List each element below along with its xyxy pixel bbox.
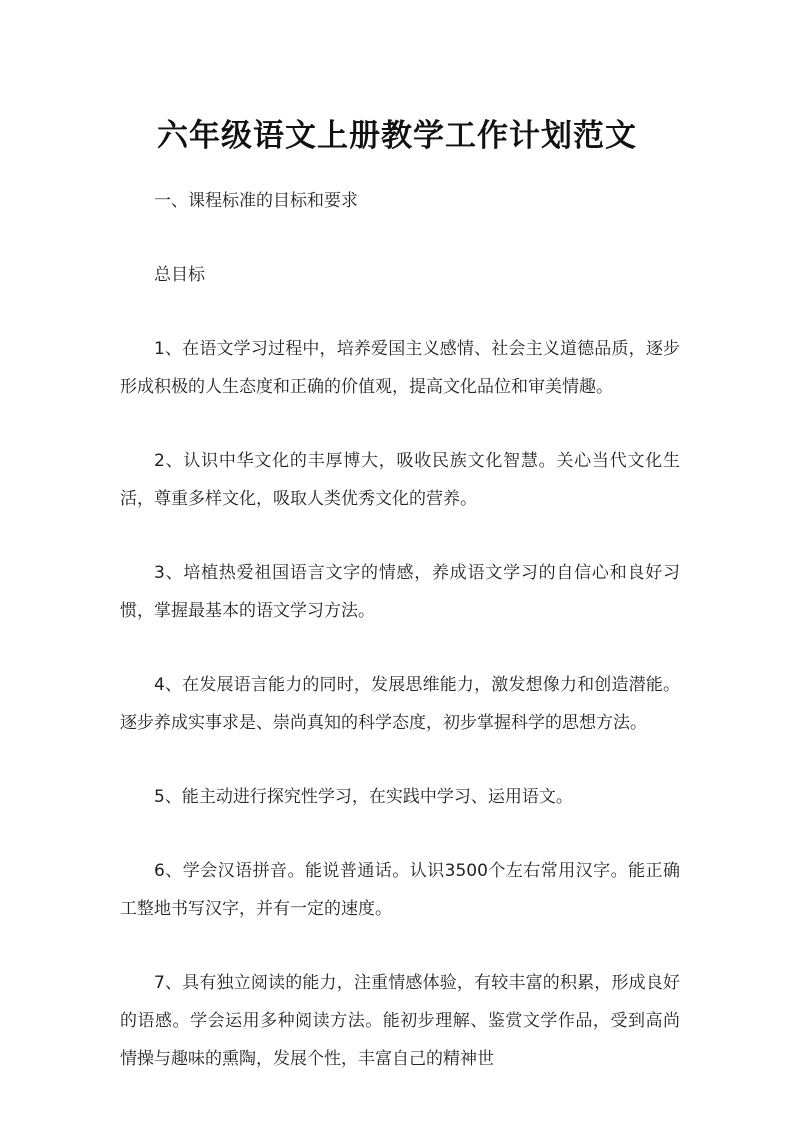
goal-item-1: 1、在语文学习过程中，培养爱国主义感情、社会主义道德品质，逐步形成积极的人生态度和正确的价值观，提高文化品位和审美情趣。 [120, 339, 680, 397]
goal-item-5: 5、能主动进行探究性学习，在实践中学习、运用语文。 [154, 787, 573, 807]
subsection-heading: 总目标 [154, 265, 205, 285]
section-heading: 一、课程标准的目标和要求 [154, 191, 358, 211]
document-body [120, 182, 680, 1114]
goal-item-4: 4、在发展语言能力的同时，发展思维能力，激发想像力和创造潜能。逐步养成实事求是、崇尚真知的科学态度，初步掌握科学的思想方法。 [120, 675, 680, 733]
goal-item-6: 6、学会汉语拼音。能说普通话。认识3500个左右常用汉字。能正确工整地书写汉字，并有一定的速度。 [120, 861, 680, 919]
document-title: 六年级语文上册教学工作计划范文 [157, 118, 637, 154]
goal-item-7: 7、具有独立阅读的能力，注重情感体验，有较丰富的积累，形成良好的语感。学会运用多种阅读方法。能初步理解、鉴赏文学作品，受到高尚情操与趣味的熏陶，发展个性，丰富自己的精神世 [120, 973, 680, 1069]
goal-item-2: 2、认识中华文化的丰厚博大，吸收民族文化智慧。关心当代文化生活，尊重多样文化，吸取人类优秀文化的营养。 [120, 451, 680, 509]
goal-item-3: 3、培植热爱祖国语言文字的情感，养成语文学习的自信心和良好习惯，掌握最基本的语文学习方法。 [120, 563, 680, 621]
